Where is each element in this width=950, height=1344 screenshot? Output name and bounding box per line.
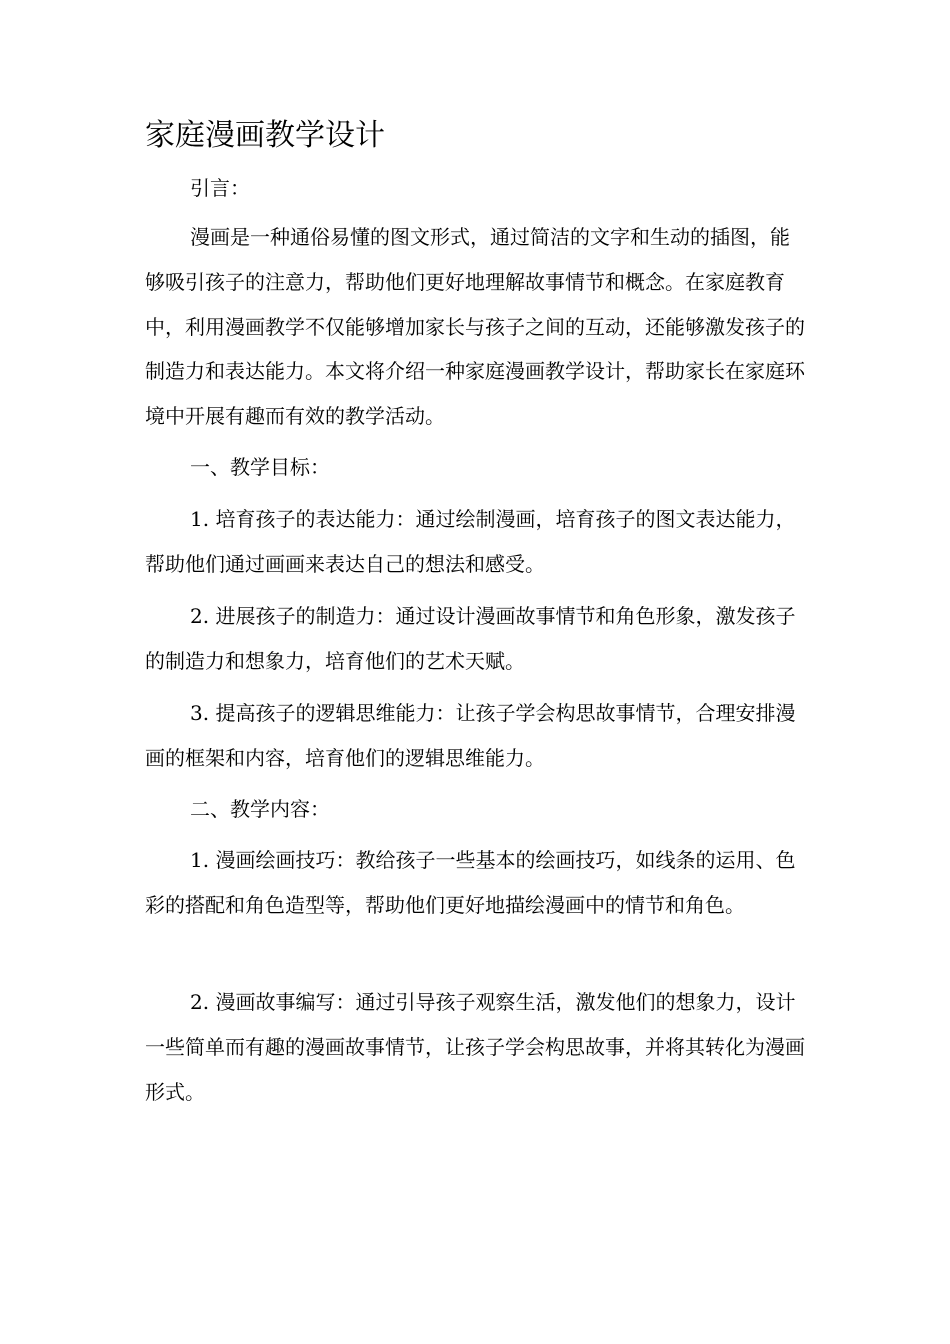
content-item-2: 2. 漫画故事编写：通过引导孩子观察生活，激发他们的想象力，设计一些简单而有趣的漫画故事情节，让孩子学会构思故事，并将其转化为漫画形式。 (145, 990, 805, 1104)
intro-heading: 引言： (190, 176, 250, 200)
goal-item-2: 2. 进展孩子的制造力：通过设计漫画故事情节和角色形象，激发孩子的制造力和想象力，培育他们的艺术天赋。 (145, 604, 796, 673)
intro-paragraph: 漫画是一种通俗易懂的图文形式，通过简洁的文字和生动的插图，能够吸引孩子的注意力，帮助他们更好地理解故事情节和概念。在家庭教育中，利用漫画教学不仅能够增加家长与孩子之间的互动，还能够激发孩子的制造力和表达能力。本文将介绍一种家庭漫画教学设计，帮助家长在家庭环境中开展有趣而有效的教学活动。 (145, 225, 805, 429)
document-title: 家庭漫画教学设计 (145, 118, 385, 153)
section-heading-contents: 二、教学内容： (190, 797, 330, 821)
section-heading-goals: 一、教学目标： (190, 455, 330, 479)
goal-item-3: 3. 提高孩子的逻辑思维能力：让孩子学会构思故事情节，合理安排漫画的框架和内容，培育他们的逻辑思维能力。 (145, 701, 796, 770)
content-item-1: 1. 漫画绘画技巧：教给孩子一些基本的绘画技巧，如线条的运用、色彩的搭配和角色造型等，帮助他们更好地描绘漫画中的情节和角色。 (145, 848, 796, 917)
goal-item-1: 1. 培育孩子的表达能力：通过绘制漫画，培育孩子的图文表达能力，帮助他们通过画画来表达自己的想法和感受。 (145, 507, 796, 576)
